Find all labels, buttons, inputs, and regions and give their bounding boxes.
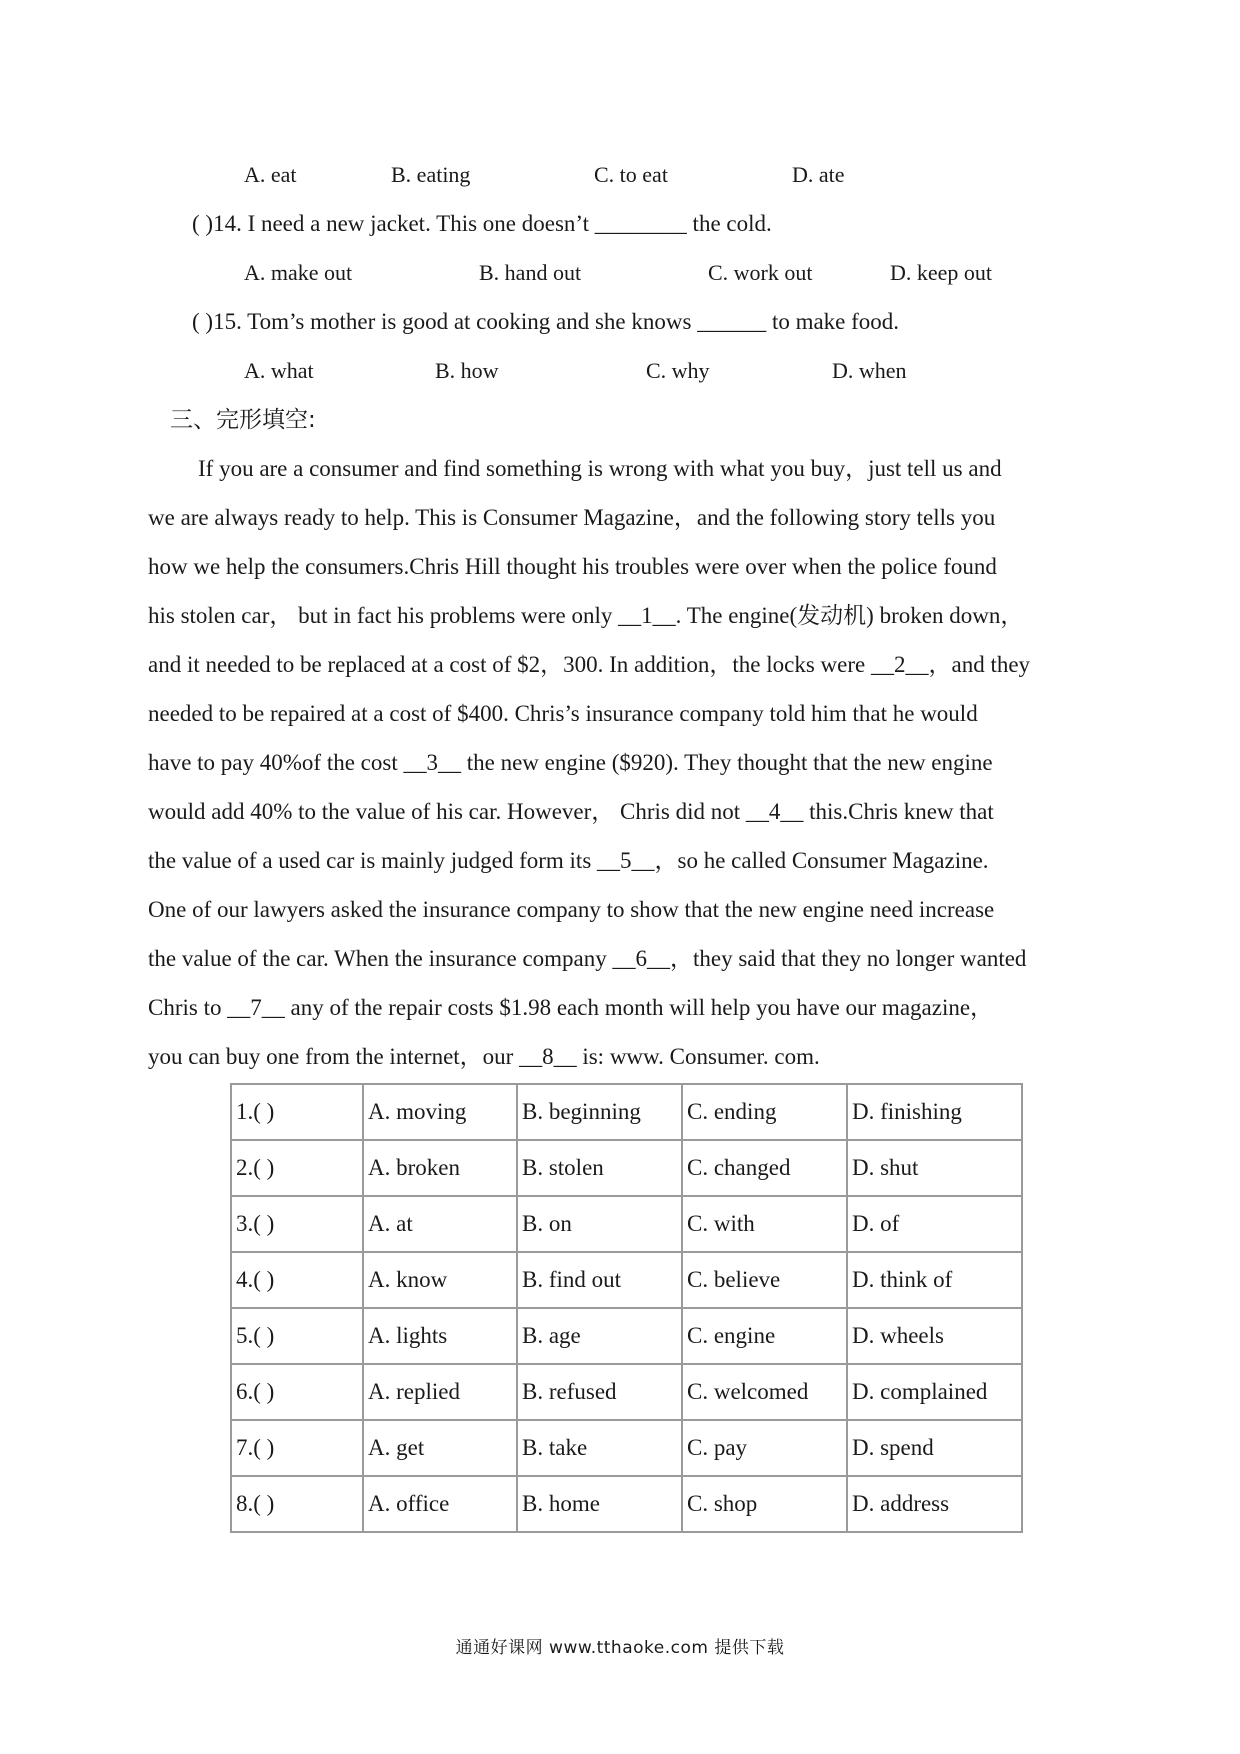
passage-line: the value of the car. When the insurance company __6__，they said that they no longer wanted bbox=[148, 946, 1027, 971]
option-c-cell: C. pay bbox=[682, 1420, 847, 1476]
passage-line: have to pay 40%of the cost __3__ the new engine ($920). They thought that the new engine bbox=[148, 750, 993, 775]
prev-option-d: D. ate bbox=[792, 162, 845, 187]
question-15-stem: ( )15. Tom’s mother is good at cooking and she knows ______ to make food. bbox=[192, 309, 900, 334]
option-d-cell: D. finishing bbox=[847, 1084, 1022, 1140]
option-c-cell: C. changed bbox=[682, 1140, 847, 1196]
option-d-cell: D. address bbox=[847, 1476, 1022, 1532]
option-c-cell: C. engine bbox=[682, 1308, 847, 1364]
table-row bbox=[231, 1308, 1022, 1364]
question-14-stem: ( )14. I need a new jacket. This one doesn’t ________ the cold. bbox=[192, 211, 772, 236]
option-d-cell: D. think of bbox=[847, 1252, 1022, 1308]
q14-option-c: C. work out bbox=[708, 260, 813, 285]
option-d-cell: D. spend bbox=[847, 1420, 1022, 1476]
q14-option-d: D. keep out bbox=[890, 260, 993, 285]
q15-option-b: B. how bbox=[435, 358, 499, 383]
option-c-cell: C. shop bbox=[682, 1476, 847, 1532]
option-a-cell: A. moving bbox=[363, 1084, 517, 1140]
passage-line: the value of a used car is mainly judged form its __5__，so he called Consumer Magazine. bbox=[148, 848, 989, 873]
passage-line: would add 40% to the value of his car. However， Chris did not __4__ this.Chris knew that bbox=[148, 799, 994, 824]
option-c-cell: C. welcomed bbox=[682, 1364, 847, 1420]
option-c-cell: C. believe bbox=[682, 1252, 847, 1308]
option-a-cell: A. get bbox=[363, 1420, 517, 1476]
table-row bbox=[231, 1476, 1022, 1532]
option-b-cell: B. find out bbox=[517, 1252, 682, 1308]
option-b-cell: B. beginning bbox=[517, 1084, 682, 1140]
option-a-cell: A. replied bbox=[363, 1364, 517, 1420]
answer-blank-cell[interactable]: 6.( ) bbox=[231, 1364, 363, 1420]
option-a-cell: A. at bbox=[363, 1196, 517, 1252]
cloze-options-table bbox=[230, 1083, 1023, 1533]
q15-option-a: A. what bbox=[244, 358, 314, 383]
passage-line: and it needed to be replaced at a cost of $2，300. In addition，the locks were __2__，and they bbox=[148, 652, 1031, 677]
option-a-cell: A. lights bbox=[363, 1308, 517, 1364]
q14-option-b: B. hand out bbox=[479, 260, 582, 285]
answer-blank-cell[interactable]: 5.( ) bbox=[231, 1308, 363, 1364]
answer-blank-cell[interactable]: 1.( ) bbox=[231, 1084, 363, 1140]
answer-blank-cell[interactable]: 3.( ) bbox=[231, 1196, 363, 1252]
passage-line: Chris to __7__ any of the repair costs $1.98 each month will help you have our magazine， bbox=[148, 995, 994, 1020]
table-row bbox=[231, 1140, 1022, 1196]
answer-blank-cell[interactable]: 2.( ) bbox=[231, 1140, 363, 1196]
prev-option-a: A. eat bbox=[244, 162, 297, 187]
option-b-cell: B. stolen bbox=[517, 1140, 682, 1196]
option-a-cell: A. know bbox=[363, 1252, 517, 1308]
q15-option-c: C. why bbox=[646, 358, 710, 383]
passage-line: you can buy one from the internet，our __8__ is: www. Consumer. com. bbox=[148, 1044, 820, 1069]
option-b-cell: B. on bbox=[517, 1196, 682, 1252]
passage-line: we are always ready to help. This is Consumer Magazine，and the following story tells you bbox=[148, 505, 996, 530]
q14-option-a: A. make out bbox=[244, 260, 353, 285]
option-d-cell: D. shut bbox=[847, 1140, 1022, 1196]
option-c-cell: C. ending bbox=[682, 1084, 847, 1140]
option-d-cell: D. of bbox=[847, 1196, 1022, 1252]
option-b-cell: B. take bbox=[517, 1420, 682, 1476]
option-b-cell: B. home bbox=[517, 1476, 682, 1532]
option-d-cell: D. wheels bbox=[847, 1308, 1022, 1364]
passage-line: his stolen car， but in fact his problems were only __1__. The engine(发动机) broken down， bbox=[148, 603, 1024, 628]
option-c-cell: C. with bbox=[682, 1196, 847, 1252]
table-row bbox=[231, 1196, 1022, 1252]
passage-line: needed to be repaired at a cost of $400. Chris’s insurance company told him that he would bbox=[148, 701, 978, 726]
option-d-cell: D. complained bbox=[847, 1364, 1022, 1420]
q15-option-d: D. when bbox=[832, 358, 907, 383]
prev-option-b: B. eating bbox=[391, 162, 471, 187]
answer-blank-cell[interactable]: 4.( ) bbox=[231, 1252, 363, 1308]
table-row bbox=[231, 1364, 1022, 1420]
section-heading: 三、完形填空: bbox=[170, 407, 316, 433]
page-footer: 通通好课网 www.tthaoke.com 提供下载 bbox=[455, 1638, 785, 1658]
passage-line: how we help the consumers.Chris Hill thought his troubles were over when the police found bbox=[148, 554, 997, 579]
table-row bbox=[231, 1420, 1022, 1476]
option-a-cell: A. broken bbox=[363, 1140, 517, 1196]
table-row bbox=[231, 1084, 1022, 1140]
prev-option-c: C. to eat bbox=[594, 162, 668, 187]
option-b-cell: B. refused bbox=[517, 1364, 682, 1420]
passage-line: One of our lawyers asked the insurance company to show that the new engine need increase bbox=[148, 897, 995, 922]
option-a-cell: A. office bbox=[363, 1476, 517, 1532]
option-b-cell: B. age bbox=[517, 1308, 682, 1364]
table-row bbox=[231, 1252, 1022, 1308]
answer-blank-cell[interactable]: 7.( ) bbox=[231, 1420, 363, 1476]
answer-blank-cell[interactable]: 8.( ) bbox=[231, 1476, 363, 1532]
passage-line: If you are a consumer and find something is wrong with what you buy，just tell us and bbox=[198, 456, 1002, 481]
